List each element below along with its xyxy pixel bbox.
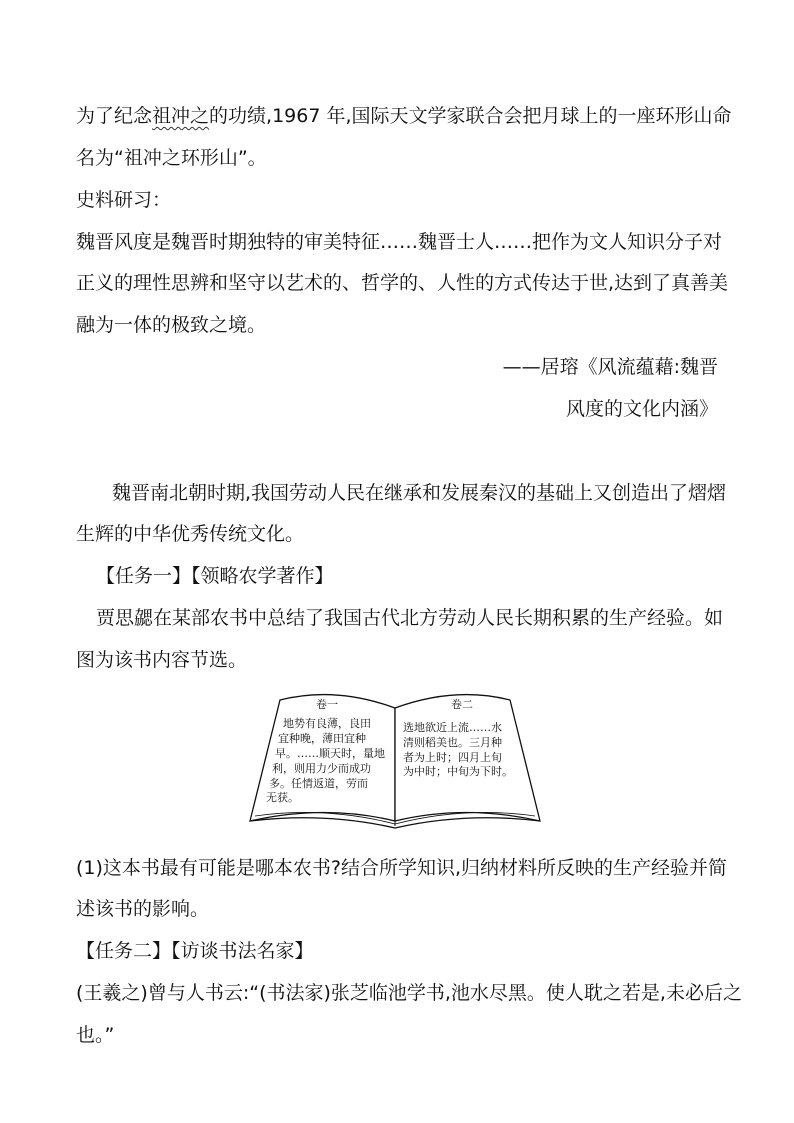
quote-line3: 融为一体的极致之境。 bbox=[76, 314, 267, 336]
book-left-line: 宜种晚，薄田宜种 bbox=[278, 732, 366, 745]
book-left-title: 卷一 bbox=[316, 698, 338, 711]
book-left-line: 地势有良薄，良田 bbox=[283, 717, 371, 730]
task1-heading: 【任务一】【领略农学著作】 bbox=[96, 565, 334, 587]
book-right-line: 为中时；中旬为下时。 bbox=[403, 765, 513, 778]
quote-line2: 正义的理性思辨和坚守以艺术的、哲学的、人性的方式传达于世,达到了真善美 bbox=[76, 272, 729, 294]
quote-source-line2: 风度的文化内涵》 bbox=[565, 398, 718, 420]
book-right-line: 选地欲近上流……水 bbox=[403, 721, 502, 734]
book-left-line: 多。任情返道，劳而 bbox=[269, 777, 368, 790]
quote-line1: 魏晋风度是魏晋时期独特的审美特征……魏晋士人……把作为文人知识分子对 bbox=[76, 231, 723, 253]
book-left-line: 无获。 bbox=[266, 791, 299, 804]
quote-source-line1: ——居瑢《风流蕴藉:魏晋 bbox=[502, 356, 718, 378]
book-left-line: 利，则用力少而成功 bbox=[272, 762, 371, 775]
task1-line1: 贾思勰在某部农书中总结了我国古代北方劳动人民长期积累的生产经验。如 bbox=[96, 607, 724, 629]
book-left-line: 早。……顺天时，量地 bbox=[275, 747, 385, 760]
open-book-figure bbox=[245, 688, 545, 830]
task2-line2: 也。” bbox=[76, 1024, 115, 1046]
book-right-title: 卷二 bbox=[451, 698, 473, 711]
intro-line1: 魏晋南北朝时期,我国劳动人民在继承和发展秦汉的基础上又创造出了熠熠 bbox=[112, 482, 727, 504]
para1-line2: 名为“祖冲之环形山”。 bbox=[76, 147, 267, 169]
zuchongzhi-underlined: 祖冲之 bbox=[152, 105, 210, 127]
task2-heading: 【任务二】【访谈书法名家】 bbox=[76, 940, 314, 962]
task1-line2: 图为该书内容节选。 bbox=[76, 649, 248, 671]
task2-line1: (王羲之)曾与人书云:“(书法家)张芝临池学书,池水尽黑。使人耽之若是,未必后之 bbox=[76, 982, 742, 1004]
para1-line1 bbox=[76, 104, 732, 128]
para1-prefix: 为了纪念 bbox=[76, 105, 153, 127]
para1-suffix: 的功绩,1967 年,国际天文学家联合会把月球上的一座环形山命 bbox=[209, 105, 732, 127]
question1-line2: 述该书的影响。 bbox=[76, 898, 210, 920]
book-right-line: 清则稻美也。三月种 bbox=[403, 736, 502, 749]
question1-line1: (1)这本书最有可能是哪本农书?结合所学知识,归纳材料所反映的生产经验并简 bbox=[76, 857, 728, 879]
section-shiliao: 史料研习： bbox=[76, 189, 172, 211]
intro-line2: 生辉的中华优秀传统文化。 bbox=[76, 523, 305, 545]
book-right-line: 者为上时；四月上旬 bbox=[403, 751, 502, 764]
